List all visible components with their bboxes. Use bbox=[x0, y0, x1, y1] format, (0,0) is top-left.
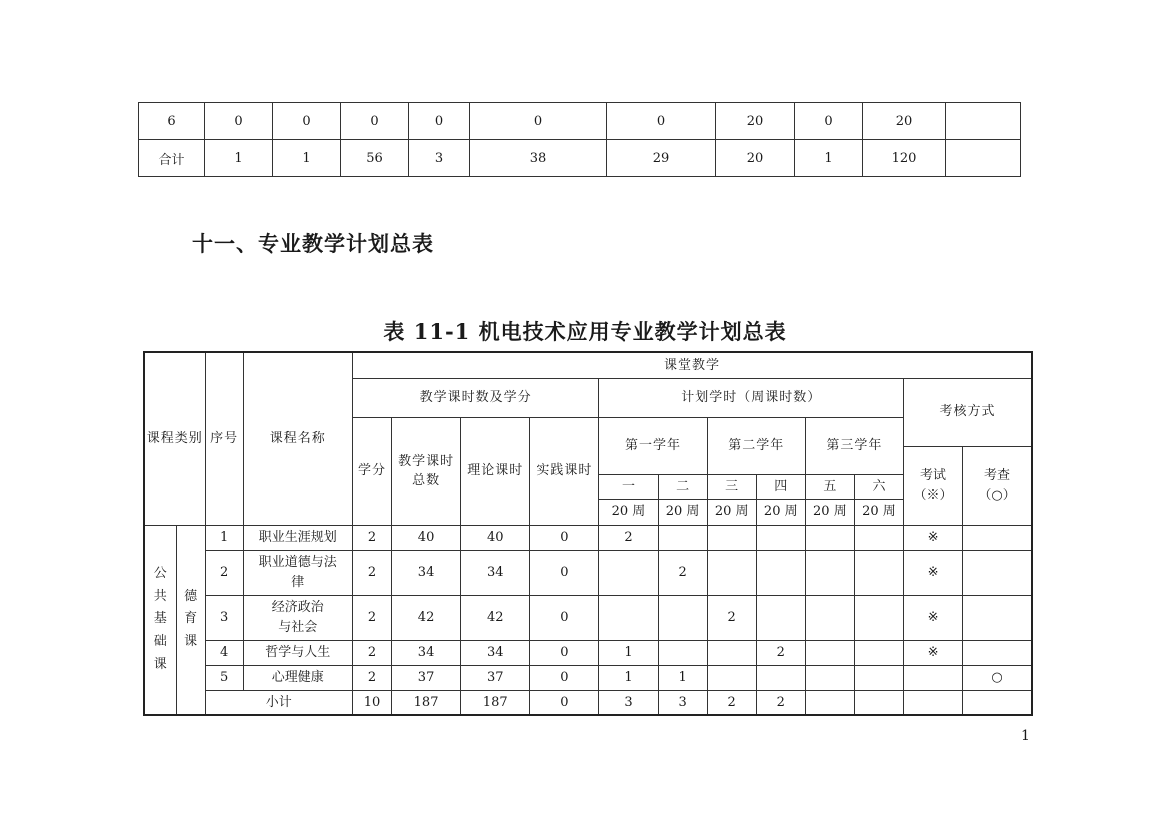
subtotal-label: 小计 bbox=[205, 690, 352, 715]
practice-hours-header: 实践课时 bbox=[530, 417, 599, 525]
table-cell: 120 bbox=[863, 140, 946, 177]
term-header: 五 bbox=[805, 474, 854, 499]
table-cell: 1 bbox=[205, 140, 273, 177]
term-hours-cell: 1 bbox=[599, 640, 658, 665]
credit-cell: 10 bbox=[352, 690, 391, 715]
table-cell: 56 bbox=[341, 140, 409, 177]
exam-cell: ※ bbox=[904, 595, 963, 640]
table-cell: 20 bbox=[716, 140, 795, 177]
table-row bbox=[139, 140, 1021, 177]
table-cell: 0 bbox=[409, 103, 470, 140]
teaching-plan-table bbox=[143, 351, 1033, 716]
exam-label: 考试 bbox=[920, 468, 947, 483]
term-hours-cell bbox=[756, 595, 805, 640]
term-hours-cell bbox=[805, 665, 854, 690]
course-name-cell: 心理健康 bbox=[243, 665, 352, 690]
seq-cell: 3 bbox=[205, 595, 243, 640]
year3-header: 第三学年 bbox=[805, 417, 903, 474]
table-cell: 1 bbox=[273, 140, 341, 177]
theory-hours-cell: 34 bbox=[461, 640, 530, 665]
check-mark: （○） bbox=[978, 487, 1016, 503]
practice-hours-cell: 0 bbox=[530, 690, 599, 715]
check-cell bbox=[963, 525, 1032, 550]
term-hours-cell bbox=[756, 665, 805, 690]
table-cell: 0 bbox=[607, 103, 716, 140]
term-hours-cell: 2 bbox=[707, 690, 756, 715]
seq-cell: 5 bbox=[205, 665, 243, 690]
check-cell bbox=[963, 690, 1032, 715]
term-header: 三 bbox=[707, 474, 756, 499]
term-header: 二 bbox=[658, 474, 707, 499]
table-cell: 20 bbox=[863, 103, 946, 140]
table-cell: 29 bbox=[607, 140, 716, 177]
course-name-cell: 哲学与人生 bbox=[243, 640, 352, 665]
table-caption: 表 11-1 机电技术应用专业教学计划总表 bbox=[383, 319, 787, 344]
term-hours-cell bbox=[805, 690, 854, 715]
credit-header: 学分 bbox=[352, 417, 391, 525]
credit-cell: 2 bbox=[352, 550, 391, 595]
weeks-cell: 20 周 bbox=[805, 499, 854, 525]
term-hours-cell bbox=[707, 665, 756, 690]
seq-cell: 4 bbox=[205, 640, 243, 665]
table-cell: 0 bbox=[205, 103, 273, 140]
course-name-cell: 经济政治 与社会 bbox=[243, 595, 352, 640]
weeks-cell: 20 周 bbox=[599, 499, 658, 525]
term-hours-cell bbox=[805, 595, 854, 640]
practice-hours-cell: 0 bbox=[530, 640, 599, 665]
table-cell: 0 bbox=[795, 103, 863, 140]
theory-hours-cell: 37 bbox=[461, 665, 530, 690]
exam-cell: ※ bbox=[904, 640, 963, 665]
seq-header: 序号 bbox=[205, 352, 243, 525]
practice-hours-cell: 0 bbox=[530, 525, 599, 550]
table-cell: 6 bbox=[139, 103, 205, 140]
term-hours-cell bbox=[805, 525, 854, 550]
category-header: 课程类别 bbox=[144, 352, 205, 525]
term-hours-cell bbox=[707, 640, 756, 665]
theory-hours-header: 理论课时 bbox=[461, 417, 530, 525]
term-header: 六 bbox=[854, 474, 903, 499]
table-cell: 38 bbox=[470, 140, 607, 177]
term-hours-cell: 1 bbox=[658, 665, 707, 690]
term-hours-cell bbox=[854, 690, 903, 715]
course-name-cell: 职业道德与法 律 bbox=[243, 550, 352, 595]
term-header: 四 bbox=[756, 474, 805, 499]
year2-header: 第二学年 bbox=[707, 417, 805, 474]
theory-hours-cell: 34 bbox=[461, 550, 530, 595]
table-row bbox=[144, 550, 1032, 595]
table-row bbox=[144, 665, 1032, 690]
check-header bbox=[963, 446, 1032, 525]
page-number: 1 bbox=[1021, 728, 1030, 744]
theory-hours-cell: 42 bbox=[461, 595, 530, 640]
table-cell bbox=[946, 103, 1021, 140]
check-cell bbox=[963, 640, 1032, 665]
term-hours-cell bbox=[707, 550, 756, 595]
hours-credits-header: 教学课时数及学分 bbox=[352, 378, 599, 417]
term-hours-cell: 2 bbox=[658, 550, 707, 595]
table-row bbox=[139, 103, 1021, 140]
term-hours-cell: 3 bbox=[599, 690, 658, 715]
term-hours-cell: 2 bbox=[599, 525, 658, 550]
weeks-cell: 20 周 bbox=[707, 499, 756, 525]
total-hours-header: 教学课时总数 bbox=[392, 417, 461, 525]
term-hours-cell: 1 bbox=[599, 665, 658, 690]
table-cell: 0 bbox=[273, 103, 341, 140]
course-name-cell: 职业生涯规划 bbox=[243, 525, 352, 550]
term-hours-cell bbox=[854, 665, 903, 690]
credit-cell: 2 bbox=[352, 595, 391, 640]
exam-cell: ※ bbox=[904, 550, 963, 595]
term-hours-cell bbox=[658, 640, 707, 665]
table-cell: 3 bbox=[409, 140, 470, 177]
section-heading: 十一、专业教学计划总表 bbox=[192, 232, 434, 256]
check-label: 考查 bbox=[984, 468, 1011, 483]
exam-header bbox=[904, 446, 963, 525]
table-cell: 1 bbox=[795, 140, 863, 177]
term-hours-cell: 2 bbox=[707, 595, 756, 640]
term-hours-cell: 2 bbox=[756, 690, 805, 715]
theory-hours-cell: 40 bbox=[461, 525, 530, 550]
practice-hours-cell: 0 bbox=[530, 665, 599, 690]
credit-cell: 2 bbox=[352, 665, 391, 690]
check-cell bbox=[963, 595, 1032, 640]
term-hours-cell: 2 bbox=[756, 640, 805, 665]
term-hours-cell bbox=[854, 595, 903, 640]
theory-hours-cell: 187 bbox=[461, 690, 530, 715]
exam-cell bbox=[904, 690, 963, 715]
term-hours-cell bbox=[599, 550, 658, 595]
seq-cell: 1 bbox=[205, 525, 243, 550]
table-row bbox=[144, 640, 1032, 665]
assessment-header: 考核方式 bbox=[904, 378, 1033, 446]
term-hours-cell bbox=[756, 550, 805, 595]
term-hours-cell bbox=[854, 550, 903, 595]
weeks-cell: 20 周 bbox=[854, 499, 903, 525]
check-cell bbox=[963, 550, 1032, 595]
credit-cell: 2 bbox=[352, 525, 391, 550]
table-cell: 20 bbox=[716, 103, 795, 140]
total-hours-cell: 42 bbox=[392, 595, 461, 640]
exam-mark: （※） bbox=[913, 487, 953, 503]
total-hours-cell: 40 bbox=[392, 525, 461, 550]
total-hours-cell: 37 bbox=[392, 665, 461, 690]
category-main-cell: 公 共 基 础 课 bbox=[144, 525, 176, 715]
subtotal-row bbox=[144, 690, 1032, 715]
term-hours-cell bbox=[805, 640, 854, 665]
total-hours-cell: 187 bbox=[392, 690, 461, 715]
term-hours-cell: 3 bbox=[658, 690, 707, 715]
term-hours-cell bbox=[756, 525, 805, 550]
term-header: 一 bbox=[599, 474, 658, 499]
table-cell bbox=[946, 140, 1021, 177]
seq-cell: 2 bbox=[205, 550, 243, 595]
year1-header: 第一学年 bbox=[599, 417, 707, 474]
table-cell: 0 bbox=[341, 103, 409, 140]
table-row bbox=[144, 525, 1032, 550]
exam-cell bbox=[904, 665, 963, 690]
exam-cell: ※ bbox=[904, 525, 963, 550]
table-cell: 0 bbox=[470, 103, 607, 140]
practice-hours-cell: 0 bbox=[530, 550, 599, 595]
plan-hours-header: 计划学时（周课时数） bbox=[599, 378, 904, 417]
course-name-header: 课程名称 bbox=[243, 352, 352, 525]
check-cell: ○ bbox=[963, 665, 1032, 690]
category-sub-cell: 德 育 课 bbox=[176, 525, 205, 715]
table-row bbox=[144, 595, 1032, 640]
table-cell: 合计 bbox=[139, 140, 205, 177]
term-hours-cell bbox=[854, 640, 903, 665]
classroom-teaching-header: 课堂教学 bbox=[352, 352, 1032, 378]
summary-table bbox=[138, 102, 1021, 177]
total-hours-cell: 34 bbox=[392, 640, 461, 665]
total-hours-cell: 34 bbox=[392, 550, 461, 595]
credit-cell: 2 bbox=[352, 640, 391, 665]
weeks-cell: 20 周 bbox=[756, 499, 805, 525]
weeks-cell: 20 周 bbox=[658, 499, 707, 525]
term-hours-cell bbox=[599, 595, 658, 640]
term-hours-cell bbox=[854, 525, 903, 550]
term-hours-cell bbox=[658, 595, 707, 640]
term-hours-cell bbox=[805, 550, 854, 595]
term-hours-cell bbox=[707, 525, 756, 550]
term-hours-cell bbox=[658, 525, 707, 550]
practice-hours-cell: 0 bbox=[530, 595, 599, 640]
